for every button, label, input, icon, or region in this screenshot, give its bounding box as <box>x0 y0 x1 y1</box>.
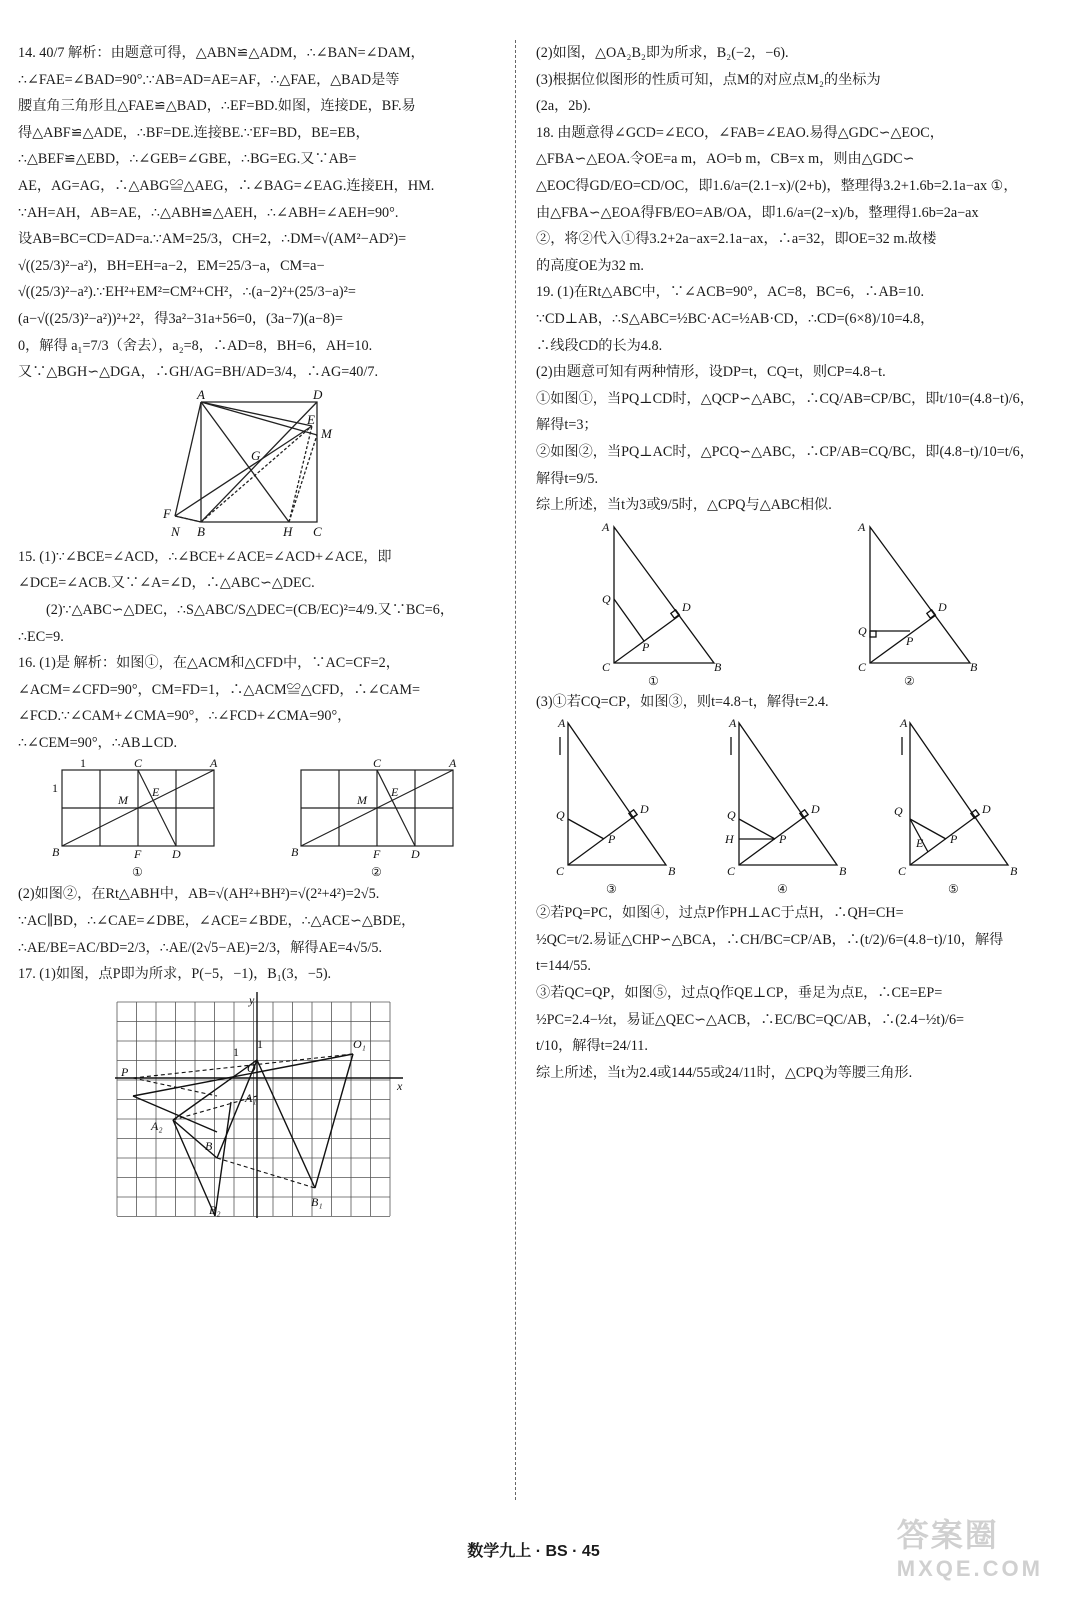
fig-label: C <box>602 659 611 674</box>
fig-label: E <box>390 785 398 800</box>
text-line: √((25/3)²−a²)，BH=EH=a−2，EM=25/3−a，CM=a− <box>18 257 325 274</box>
text-line: ③若QC=QP，如图⑤，过点Q作QE⊥CP，垂足为点E，∴CE=EP= <box>536 985 943 1002</box>
fig-caption: ① <box>131 865 143 880</box>
fig-label: F <box>163 505 171 521</box>
figure-19-2 <box>840 519 1000 689</box>
fig-label: B <box>197 523 205 539</box>
watermark-bottom: MXQE.COM <box>896 1556 1043 1581</box>
fig-label: D <box>981 802 991 817</box>
fig-label: C <box>897 864 906 879</box>
text-line: ∠FCD.∵∠CAM+∠CMA=90°，∴∠FCD+∠CMA=90°， <box>18 708 352 725</box>
text-line: 15. (1)∵∠BCE=∠ACD，∴∠BCE+∠ACE=∠ACD+∠ACE，即 <box>18 548 392 565</box>
solution-19-3-block <box>536 900 1048 1086</box>
text-line: (2)如图②，在Rt△ABH中，AB=√(AH²+BH²)=√(2²+4²)=2√5. <box>18 886 380 903</box>
fig-label: A <box>197 389 205 402</box>
text-line: △EOC得GD/EO=CD/OC，即1.6/a=(2.1−x)/(2+b)，整理得3.2+1.6b=2.1a−ax ①， <box>536 177 1018 194</box>
watermark-logo <box>897 1510 1043 1582</box>
fig-label: C <box>372 756 381 771</box>
figure-19-row-1 <box>536 519 1048 689</box>
fig-label: E <box>151 785 159 800</box>
text-line: 16. (1)是 解析：如图①，在△ACM和△CFD中，∵AC=CF=2， <box>18 655 400 672</box>
text-line: ②如图②，当PQ⊥AC时，△PCQ∽△ABC，∴CP/AB=CQ/BC，即(4.8−t)/10=t/6， <box>536 443 1034 460</box>
figure-19-4 <box>717 715 867 900</box>
figure-19-row-2 <box>536 715 1048 900</box>
text-line: (2)∵△ABC∽△DEC，∴S△ABC/S△DEC=(CB/EC)²=4/9.又∵BC=6， <box>46 601 455 618</box>
text-line: AE，AG=AG，∴△ABG≌△AEG，∴∠BAG=∠EAG.连接EH，HM. <box>18 177 435 194</box>
text-line: ∴∠CEM=90°，∴AB⊥CD. <box>18 734 178 751</box>
text-line: ①如图①，当PQ⊥CD时，△QCP∽△ABC，∴CQ/AB=CP/BC，即t/10=(4.8−t)/6， <box>536 390 1034 407</box>
fig-label: P <box>608 832 616 847</box>
fig-label: A <box>448 756 456 771</box>
text-line: (3)根据位似图形的性质可知，点M的对应点M₂的坐标为 <box>536 71 881 88</box>
fig-label: O₁ <box>353 1036 366 1051</box>
fig-label: P <box>778 832 787 847</box>
text-line: (2a，2b). <box>536 98 591 115</box>
fig-label: H <box>724 832 734 847</box>
text-line: ∵AC∥BD，∴∠CAE=∠DBE，∠ACE=∠BDE，∴△ACE∽△BDE， <box>18 913 416 930</box>
text-line: ∠ACM=∠CFD=90°，CM=FD=1，∴△ACM≌△CFD，∴∠CAM= <box>18 681 420 698</box>
figure-16-grid-2 <box>287 756 467 881</box>
fig-label: P <box>949 832 957 847</box>
fig-label: M <box>356 793 367 808</box>
fig-label: E <box>307 411 315 427</box>
text-line: (2)由题意可知有两种情形，设DP=t，CQ=t，则CP=4.8−t. <box>536 364 886 381</box>
text-line: ②若PQ=PC，如图④，过点P作PH⊥AC于点H，∴QH=CH= <box>536 905 904 922</box>
watermark-top: 答案圈 <box>896 1517 999 1553</box>
fig-label: M <box>321 425 332 441</box>
fig-label: B <box>51 845 59 860</box>
fig-label: A <box>858 519 866 534</box>
fig-caption: ② <box>904 673 915 688</box>
solution-16-17-block <box>18 881 496 987</box>
text-line: t/10，解得t=24/11. <box>536 1038 648 1055</box>
fig-label: B <box>1009 864 1017 879</box>
fig-label: A₂ <box>151 1118 163 1133</box>
text-line: 得△ABF≌△ADE，∴BF=DE.连接BE.∵EF=BD，BE=EB， <box>18 124 370 141</box>
text-line: 19. (1)在Rt△ABC中，∵∠ACB=90°，AC=8，BC=6，∴AB=10. <box>536 284 925 301</box>
fig-label: Q <box>602 591 611 606</box>
solution-17-18-19-block <box>536 40 1048 519</box>
text-line: ½PC=2.4−½t，易证△QEC∽△ACB，∴EC/BC=QC/AB，∴(2.4−½t)/6= <box>536 1011 965 1028</box>
figure-16-grid-1 <box>48 756 228 881</box>
fig-label: x <box>397 1078 403 1093</box>
fig-label: Q <box>726 808 736 823</box>
text-line: 解得t=9/5. <box>536 470 598 487</box>
fig-label: A <box>209 756 217 771</box>
fig-label: A <box>728 716 737 731</box>
fig-label: O <box>247 1060 256 1075</box>
text-line: 0，解得 a₁=7/3（舍去），a₂=8，∴AD=8，BH=6，AH=10. <box>18 337 373 354</box>
fig-label: D <box>810 802 820 817</box>
fig-label: C <box>133 756 142 771</box>
fig-caption: ④ <box>776 882 788 897</box>
figure-19-1 <box>584 519 744 689</box>
fig-label: 1 <box>257 1036 263 1051</box>
fig-label: B <box>205 1138 213 1153</box>
fig-label: C <box>556 864 565 879</box>
text-line: △FBA∽△EOA.令OE=a m，AO=b m，CB=x m，则由△GDC∽ <box>536 151 915 168</box>
text-line: 由△FBA∽△EOA得FB/EO=AB/OA，即1.6/a=(2−x)/b，整理得1.6b=2a−ax <box>536 204 979 221</box>
fig-label: A <box>602 519 610 534</box>
fig-label: C <box>726 864 735 879</box>
text-line: 综上所述，当t为3或9/5时，△CPQ与△ABC相似. <box>536 497 832 514</box>
text-line: 腰直角三角形且△FAE≌△BAD，∴EF=BD.如图，连接DE，BF.易 <box>18 98 416 115</box>
fig-label: F <box>372 847 380 862</box>
text-line: ②，将②代入①得3.2+2a−ax=2.1a−ax，∴a=32，即OE=32 m.故楼 <box>536 231 937 248</box>
text-line: 17. (1)如图，点P即为所求，P(−5，−1)，B₁(3，−5). <box>18 966 332 983</box>
text-line: 14. 40/7 解析：由题意可得，△ABN≌△ADM，∴∠BAN=∠DAM， <box>18 45 425 61</box>
fig-label: F <box>133 847 141 862</box>
fig-label: D <box>410 847 420 862</box>
page-footer: 数学九上 · BS · 45 <box>467 1543 600 1560</box>
fig-label: Q <box>893 804 903 819</box>
fig-label: N <box>171 523 180 539</box>
fig-label: B <box>290 845 298 860</box>
text-line: (a−√((25/3)²−a²))²+2²，得3a²−31a+56=0，(3a−7)(a−8)= <box>18 310 343 327</box>
fig-caption: ① <box>648 673 659 688</box>
text-line: ∵AH=AH，AB=AE，∴△ABH≌△AEH，∴∠ABH=∠AEH=90°. <box>18 204 399 221</box>
text-line: ∠DCE=∠ACB.又∵∠A=∠D，∴△ABC∽△DEC. <box>18 575 315 592</box>
figure-16-row <box>18 756 496 881</box>
fig-label: C <box>858 659 867 674</box>
fig-label: Q <box>858 623 867 638</box>
fig-label: B <box>714 659 722 674</box>
fig-label: B <box>970 659 978 674</box>
text-line: 综上所述，当t为2.4或144/55或24/11时，△CPQ为等腰三角形. <box>536 1064 913 1081</box>
figure-19-5 <box>888 715 1038 900</box>
fig-label: 1 <box>233 1044 239 1059</box>
solution-15-16-block <box>18 544 496 757</box>
text-line: ∴∠FAE=∠BAD=90°.∵AB=AD=AE=AF，∴△FAE，△BAD是等 <box>18 71 400 88</box>
text-line: ½QC=t/2.易证△CHP∽△BCA，∴CH/BC=CP/AB，∴(t/2)/6=(4.8−t)/10，解得 <box>536 931 1004 948</box>
fig-label: D <box>313 389 323 402</box>
column-divider <box>515 40 516 1500</box>
figure-14-square-diagram <box>157 390 357 540</box>
fig-label: M <box>117 793 128 808</box>
text-line: 18. 由题意得∠GCD=∠ECO，∠FAB=∠EAO.易得△GDC∽△EOC， <box>536 124 944 141</box>
text-line: (3)①若CQ=CP，如图③，则t=4.8−t，解得t=2.4. <box>536 693 829 710</box>
text-line: ∴△BEF≌△EBD，∴∠GEB=∠GBE，∴BG=EG.又∵AB= <box>18 151 357 168</box>
fig-label: E <box>915 836 923 851</box>
fig-caption: ③ <box>606 882 618 897</box>
text-line: 又∵△BGH∽△DGA，∴GH/AG=BH/AD=3/4，∴AG=40/7. <box>18 364 378 381</box>
text-line: 的高度OE为32 m. <box>536 257 644 274</box>
fig-label: Q <box>556 808 565 823</box>
fig-label: A <box>899 716 907 731</box>
fig-label: B <box>838 864 847 879</box>
fig-label: D <box>938 599 947 614</box>
fig-label: A <box>558 716 566 731</box>
figure-17-coordinate-grid <box>107 992 407 1222</box>
text-line: ∴EC=9. <box>18 628 64 645</box>
fig-label: H <box>283 523 293 539</box>
fig-label: 1 <box>79 756 86 771</box>
figure-19-3 <box>546 715 696 900</box>
fig-label: B₂ <box>209 1202 221 1217</box>
fig-label: P <box>121 1064 129 1079</box>
text-line: t=144/55. <box>536 958 591 975</box>
left-column <box>18 40 496 1226</box>
fig-label: P <box>906 633 914 648</box>
fig-caption: ⑤ <box>947 882 959 897</box>
fig-label: P <box>642 639 650 654</box>
fig-label: C <box>313 523 322 539</box>
text-line: (2)如图，△OA₂B₂即为所求，B₂(−2，−6). <box>536 45 789 61</box>
fig-label: D <box>171 847 181 862</box>
text-line: √((25/3)²−a²).∵EH²+EM²=CM²+CH²，∴(a−2)²+(25/3−a)²= <box>18 284 356 301</box>
solution-14-block <box>18 40 496 386</box>
fig-label: B₁ <box>311 1194 323 1209</box>
fig-label: A₁ <box>245 1090 257 1105</box>
fig-label: B <box>668 864 676 879</box>
fig-caption: ② <box>370 865 382 880</box>
text-line: 解得t=3； <box>536 417 598 434</box>
text-line: ∵CD⊥AB，∴S△ABC=½BC·AC=½AB·CD，∴CD=(6×8)/10=4.8， <box>536 310 935 327</box>
text-line: ∴线段CD的长为4.8. <box>536 337 663 354</box>
right-column <box>536 40 1048 1086</box>
text-line: 设AB=BC=CD=AD=a.∵AM=25/3，CH=2，∴DM=√(AM²−AD²)= <box>18 231 407 248</box>
fig-label: D <box>682 599 691 614</box>
fig-label: D <box>640 802 649 817</box>
fig-label: G <box>251 447 261 463</box>
text-line: ∴AE/BE=AC/BD=2/3，∴AE/(2√5−AE)=2/3，解得AE=4√5/5. <box>18 939 383 956</box>
fig-label: 1 <box>51 781 58 796</box>
fig-label: y <box>249 992 255 1007</box>
